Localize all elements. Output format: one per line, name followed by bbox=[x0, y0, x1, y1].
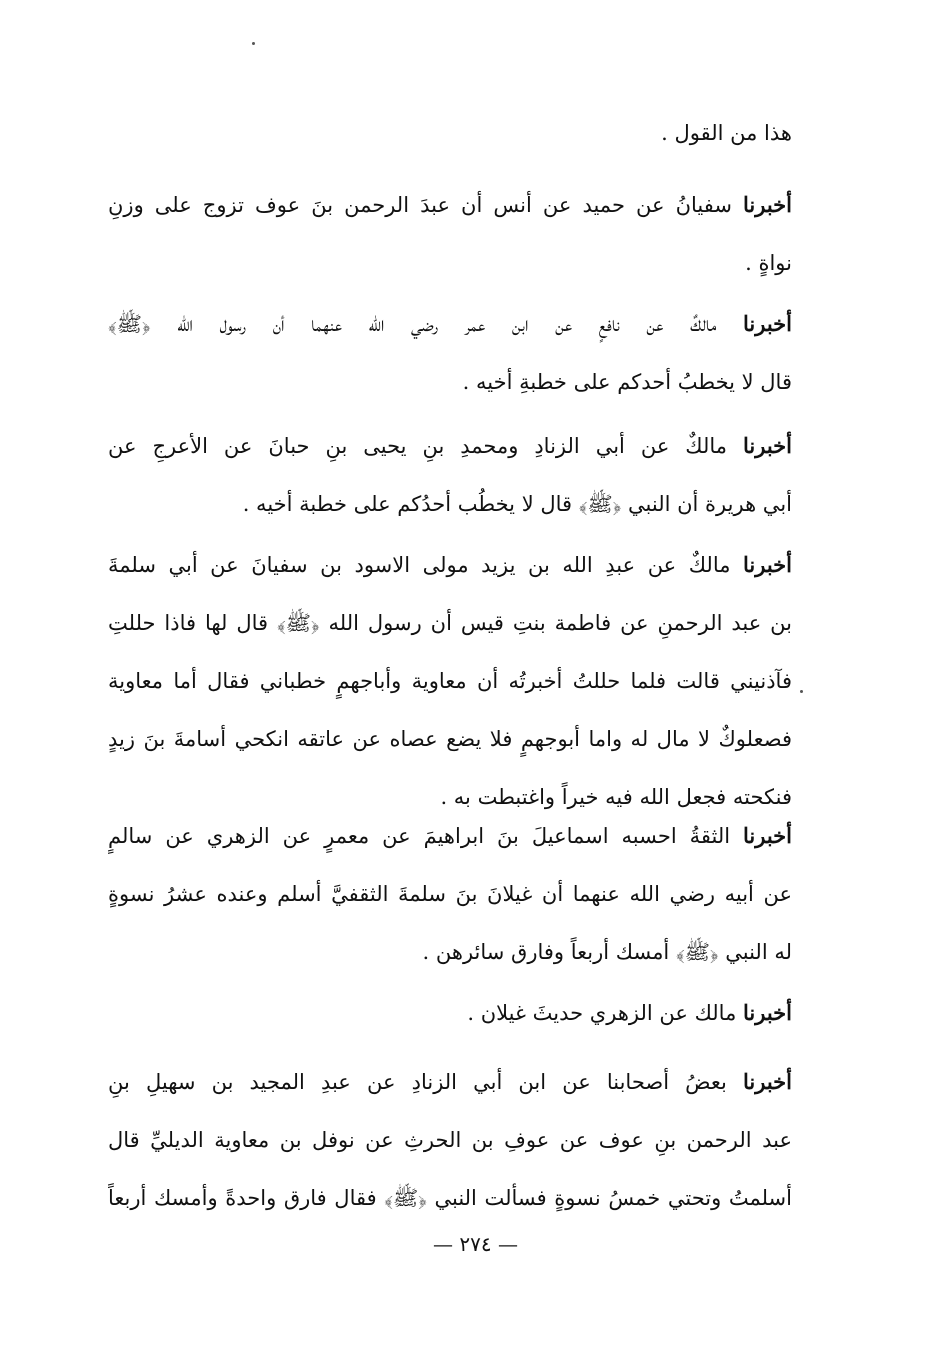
lead-word: أخبرنا bbox=[743, 192, 792, 217]
paragraph-continuation bbox=[108, 104, 792, 162]
lead-word: أخبرنا bbox=[743, 1069, 792, 1094]
text-line: قال لا يخطبُ أحدكم على خطبةِ أخيه . bbox=[462, 370, 792, 394]
text-line: فآذنيني قالت فلما حللتُ أخبرتُه أن معاوية وأباجهمٍ خطباني فقال أما معاوية bbox=[108, 669, 792, 693]
hadith-paragraph bbox=[108, 176, 792, 292]
lead-word: أخبرنا bbox=[743, 433, 792, 458]
lead-word: أخبرنا bbox=[743, 1000, 792, 1025]
text-line bbox=[108, 176, 792, 234]
text-line bbox=[108, 1053, 792, 1111]
hadith-paragraph bbox=[108, 984, 792, 1042]
lead-word: أخبرنا bbox=[743, 823, 792, 848]
text-line: نواةٍ . bbox=[745, 251, 792, 275]
text-line: أبي هريرة أن النبي ﴿ﷺ﴾ قال لا يخطُب أحدُكم على خطبة أخيه . bbox=[242, 492, 792, 516]
lead-word: أخبرنا bbox=[743, 311, 792, 336]
text-line bbox=[108, 417, 792, 475]
text-line bbox=[108, 295, 792, 353]
scan-speck bbox=[252, 42, 255, 45]
text-line-body: الثقةُ احسبه اسماعيلَ بنَ ابراهيمَ عن معمرٍ عن الزهري عن سالمٍ bbox=[108, 824, 744, 848]
scan-speck bbox=[800, 690, 803, 693]
hadith-paragraph bbox=[108, 536, 792, 826]
text-line: بن عبد الرحمنِ عن فاطمة بنتِ قيس أن رسول الله ﴿ﷺ﴾ قال لها فاذا حللتِ bbox=[108, 611, 792, 635]
hadith-paragraph bbox=[108, 417, 792, 533]
hadith-paragraph bbox=[108, 1053, 792, 1227]
text-line: عن أبيه رضي الله عنهما أن غيلانَ بنَ سلمةَ الثقفيَّ أسلم وعنده عشرُ نسوةٍ bbox=[108, 882, 792, 906]
hadith-paragraph bbox=[108, 295, 792, 411]
text-line: فصعلوكٌ لا مال له واما أبوجهمٍ فلا يضع عصاه عن عاتقه انكحي أسامةَ بنَ زيدٍ bbox=[108, 727, 792, 751]
text-line bbox=[108, 807, 792, 865]
text-line: أسلمتُ وتحتي خمسُ نسوةٍ فسألت النبي ﴿ﷺ﴾ فقال فارق واحدةً وأمسك أربعاً bbox=[108, 1186, 792, 1210]
text-line-body: مالكٌ عن نافعٍ عن ابن عمر رضي الله عنهما أن رسول الله ﴿ﷺ﴾ bbox=[108, 312, 744, 336]
text-line-body: مالكٌ عن أبي الزنادِ ومحمدِ بنِ يحيى بنِ حبانَ عن الأعرجِ عن bbox=[108, 434, 744, 458]
text-line-body: مالك عن الزهري حديثَ غيلان . bbox=[467, 1001, 744, 1025]
text-line: له النبي ﴿ﷺ﴾ أمسك أربعاً وفارق سائرهن . bbox=[422, 940, 792, 964]
text-line-body: مالكٌ عن عبدِ الله بن يزيد مولى الاسود بن سفيانَ عن أبي سلمةَ bbox=[108, 553, 744, 577]
text-line bbox=[108, 536, 792, 594]
lead-word: أخبرنا bbox=[743, 552, 792, 577]
hadith-paragraph bbox=[108, 807, 792, 981]
text-line bbox=[108, 984, 792, 1042]
text-line: هذا من القول . bbox=[661, 121, 792, 145]
text-line-body: بعضُ أصحابنا عن ابن أبي الزنادِ عن عبدِ المجيد بن سهيلِ بنِ bbox=[108, 1070, 744, 1094]
text-line: فنكحته فجعل الله فيه خيراً واغتبطت به . bbox=[440, 785, 792, 809]
text-line: عبد الرحمن بنِ عوف عن عوفِ بن الحرثِ عن نوفل بن معاوية الديليِّ قال bbox=[108, 1128, 792, 1152]
text-line-body: سفيانُ عن حميد عن أنس أن عبدَ الرحمن بنَ عوف تزوج على وزنِ bbox=[108, 193, 744, 217]
page-number: — ٢٧٤ — bbox=[433, 1232, 518, 1256]
